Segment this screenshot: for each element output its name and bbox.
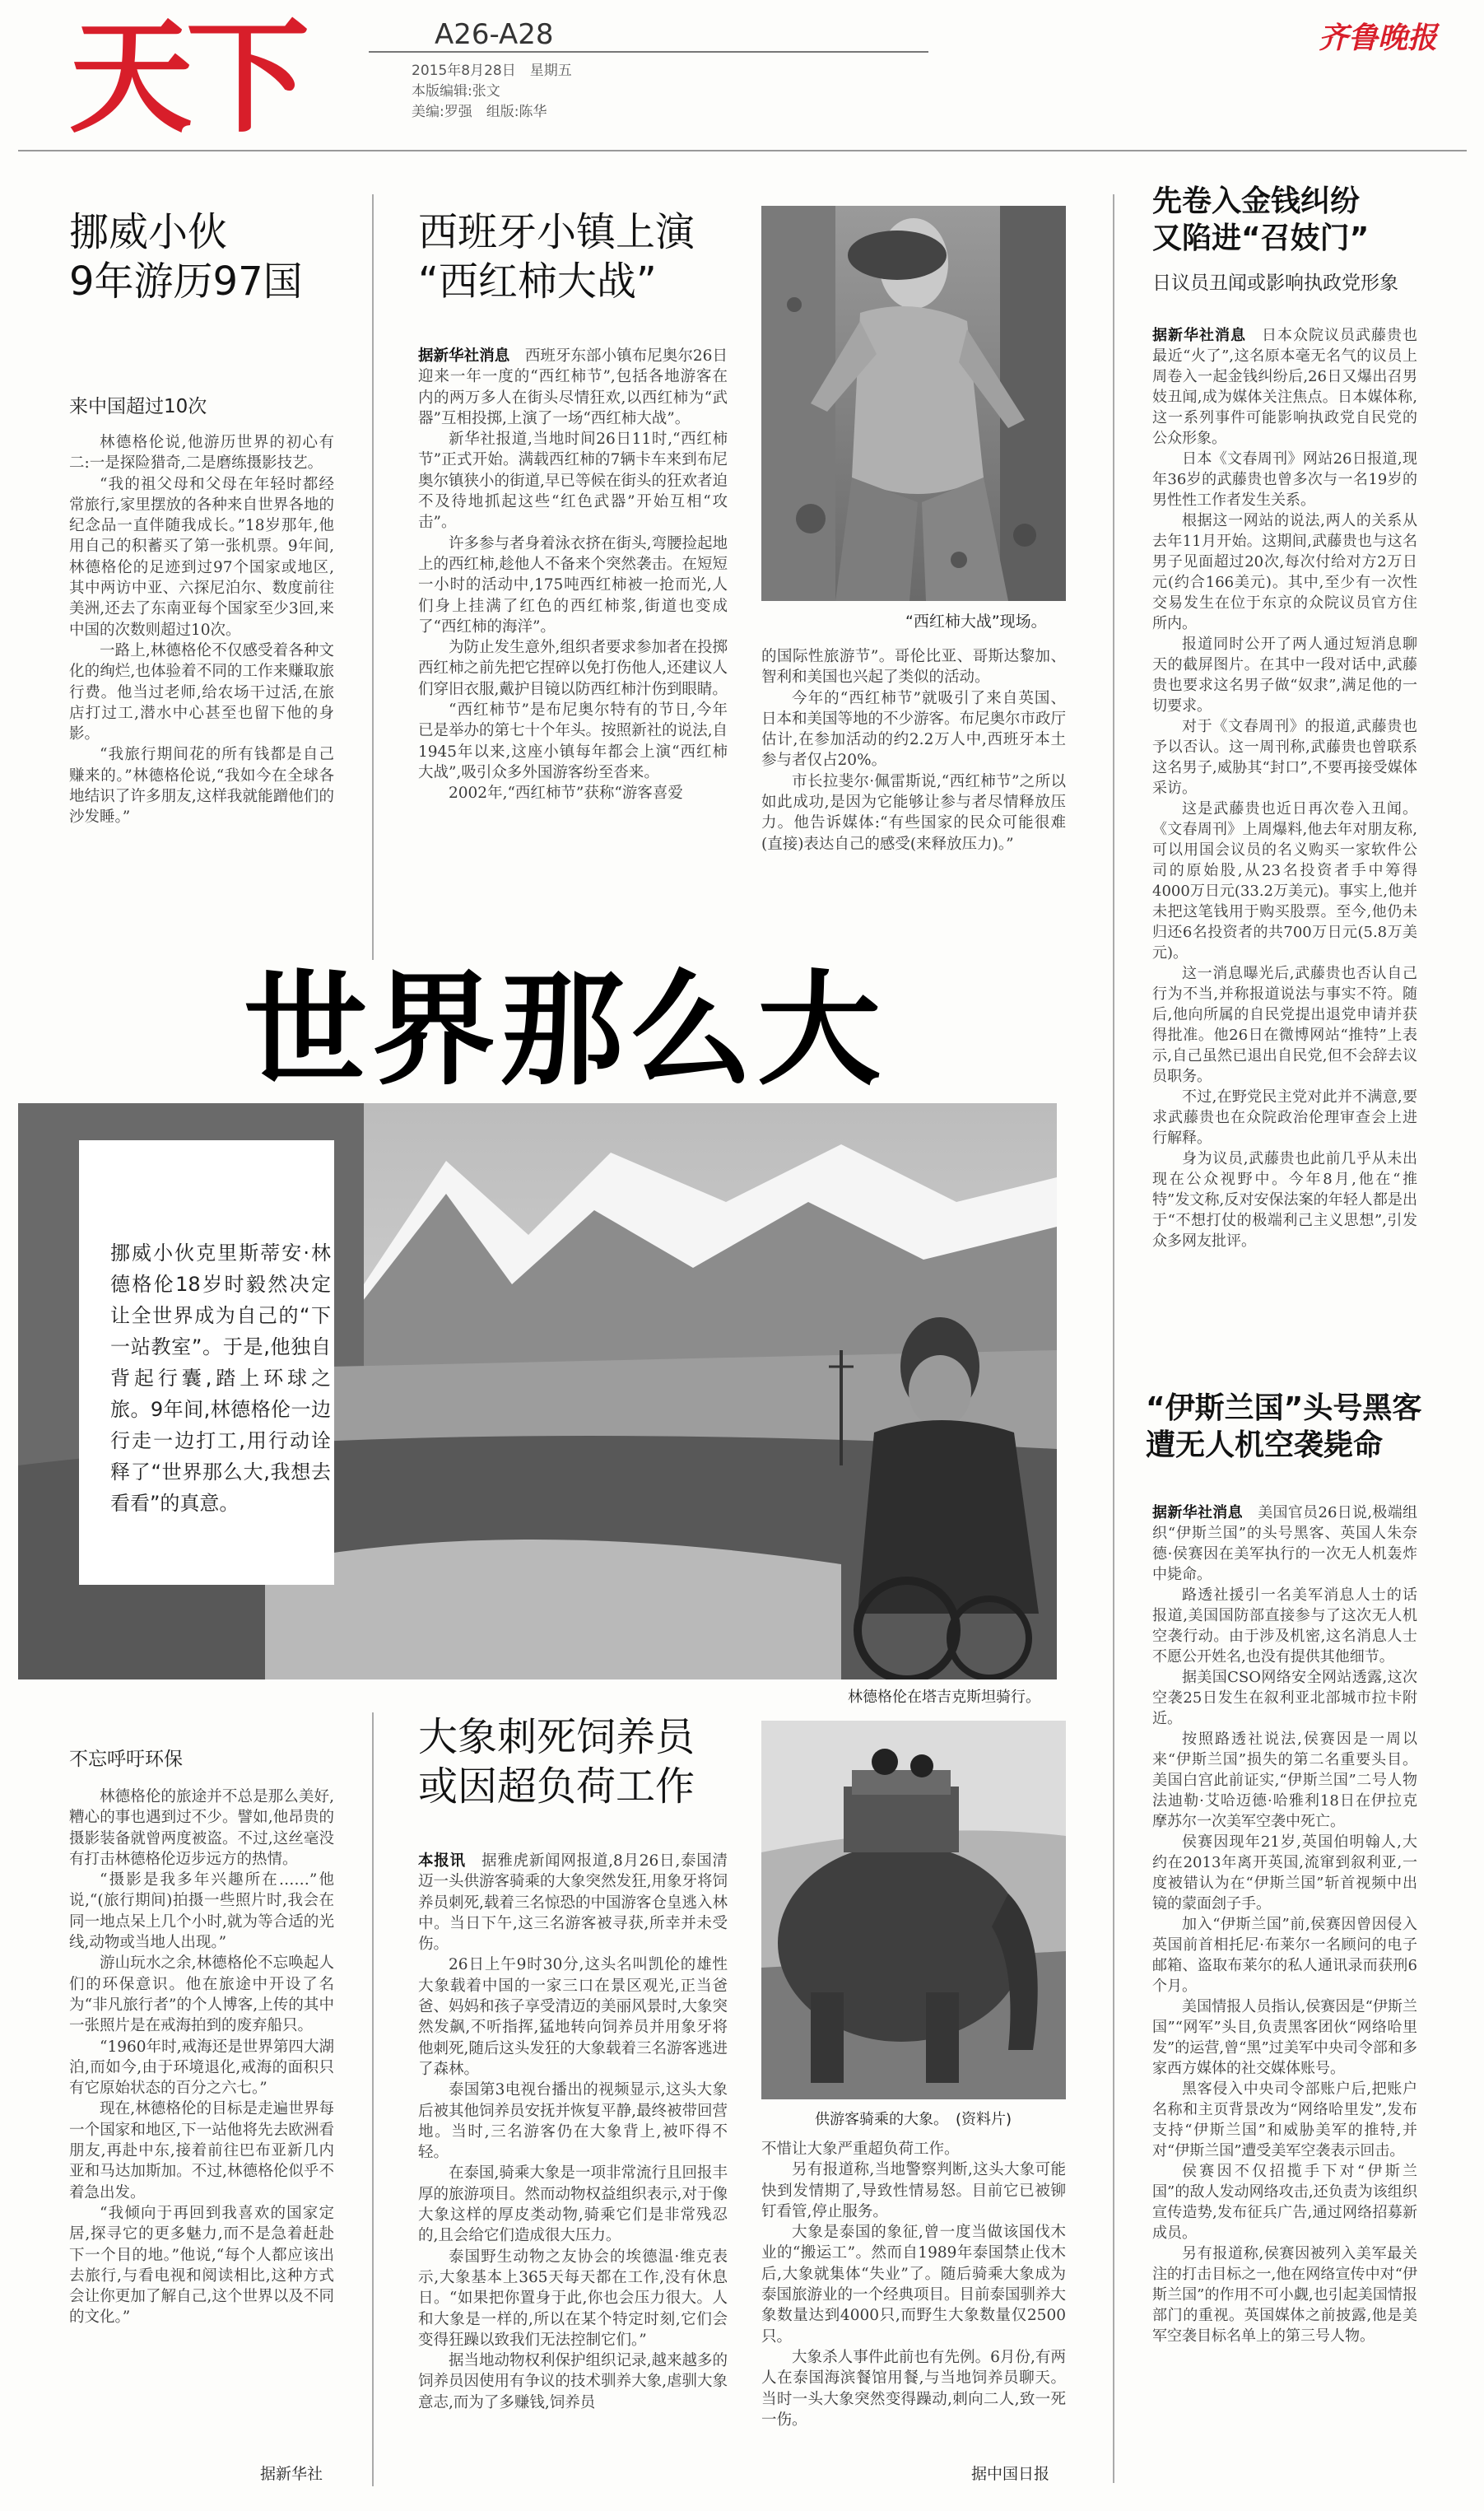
- paragraph: 日本《文春周刊》网站26日报道,现年36岁的武藤贵也曾多次与一名19岁的男性性工作者发生关系。: [1152, 450, 1417, 509]
- tomato-fight-photo: [761, 206, 1066, 601]
- norway-headline: [69, 207, 365, 306]
- japan-subhead: 日议员丑闻或影响执政党形象: [1152, 273, 1398, 294]
- tomato-headline: [418, 207, 747, 306]
- paragraph: 泰国野生动物之友协会的埃德温·维克表示,大象基本上365天每天都在工作,没有休息日。“如果把你置身于此,你也会压力很大。人和大象是一样的,所以在某个特定时刻,它们会变得狂躁以致我们无法控制它们。”: [418, 2248, 728, 2349]
- header-rule: [18, 150, 1467, 151]
- paragraph: 泰国第3电视台播出的视频显示,这头大象后被其他饲养员安抚并恢复平静,最终被带回营地。当时,三名游客仍在大象背上,被吓得不轻。: [418, 2081, 728, 2162]
- paragraph: 大象是泰国的象征,曾一度当做该国伐木业的“搬运工”。然而自1989年泰国禁止伐木后,大象就集体“失业”了。随后骑乘大象成为泰国旅游业的一个经典项目。目前泰国驯养大象数量达到4000只,而野生大象数量仅2500只。: [761, 2224, 1066, 2346]
- isis-headline: [1146, 1390, 1467, 1464]
- date-line: 2015年8月28日 星期五: [412, 63, 572, 79]
- lead-paragraph: [418, 1851, 728, 1954]
- paragraph: 新华社报道,当地时间26日11时,“西红柿节”正式开始。满载西红柿的7辆卡车来到布尼奥尔镇狭小的街道,早已等候在街头的狂欢者迫不及待地抓起这些“红色武器”开始互相“攻击”。: [418, 431, 728, 532]
- paragraph: 身为议员,武藤贵也此前几乎从未出现在公众视野中。今年8月,他在“推特”发文称,反对安保法案的年轻人都是出于“不想打仗的极端利己主义思想”,引发众多网友批评。: [1152, 1150, 1417, 1250]
- tomato-headline-line1: 西班牙小镇上演: [418, 209, 695, 255]
- paragraph: 游山玩水之余,林德格伦不忘唤起人们的环保意识。他在旅途中开设了名为“非凡旅行者”的个人博客,上传的其中一张照片是在戒海拍到的废弃船只。: [69, 1954, 334, 2035]
- cyclist-photo-caption: 林德格伦在塔吉克斯坦骑行。: [848, 1689, 1040, 1706]
- paragraph: “1960年时,戒海还是世界第四大湖泊,而如今,由于环境退化,戒海的面积只有它原始状态的百分之六七。”: [69, 2038, 334, 2098]
- byline: 据新华社消息: [418, 347, 510, 365]
- tomato-photo-caption: “西红柿大战”现场。: [905, 613, 1047, 631]
- paragraph: 不过,在野党民主党对此并不满意,要求武藤贵也在众院政治伦理审查会上进行解释。: [1152, 1088, 1417, 1147]
- elephant-body-col1: [418, 1851, 728, 2493]
- norway-body-part2: [69, 1787, 334, 2453]
- lead-paragraph: [1152, 1502, 1417, 1585]
- paragraph: 现在,林德格伦的目标是走遍世界每一个国家和地区,下一站他将先去欧洲看朋友,再赴中东,接着前往巴布亚新几内亚和马达加斯加。不过,林德格伦似乎不着急出发。: [69, 2100, 334, 2201]
- paragraph: 根据这一网站的说法,两人的关系从去年11月开始。这期间,武藤贵也与这名男子见面超过20次,每次付给对方2万日元(约合166美元)。其中,至少有一次性交易发生在位于东京的众院议员官方住所内。: [1152, 512, 1417, 632]
- paragraph: 大象杀人事件此前也有先例。6月份,有两人在泰国海滨餐馆用餐,与当地饲养员聊天。当时一头大象突然变得躁动,刺向二人,致一死一伤。: [761, 2348, 1066, 2429]
- column-divider: [372, 194, 374, 960]
- elephant-headline: [418, 1712, 747, 1811]
- paragraph: “西红柿节”是布尼奥尔特有的节日,今年已是举办的第七十个年头。按照新社的说法,自1945年以来,这座小镇每年都会上演“西红柿大战”,吸引众多外国游客纷至沓来。: [418, 701, 728, 781]
- paragraph: 另有报道称,侯赛因被列入美军最关注的打击目标之一,他在网络宣传中对“伊斯兰国”的作用不可小觑,也引起美国情报部门的重视。英国媒体之前披露,他是美军空袭目标名单上的第三号人物。: [1152, 2245, 1417, 2345]
- tomato-body-col2: [761, 646, 1066, 910]
- masthead-title: 天下: [69, 7, 304, 150]
- paragraph: 据美国CSO网络安全网站透露,这次空袭25日发生在叙利亚北部城市拉卡附近。: [1152, 1669, 1417, 1727]
- japan-headline-line2: 又陷进“召妓门”: [1152, 221, 1370, 255]
- isis-headline-line1: “伊斯兰国”头号黑客: [1146, 1391, 1422, 1425]
- feature-intro-box: [79, 1140, 334, 1585]
- lead-paragraph: [1152, 325, 1417, 449]
- tomato-photo-illustration: [761, 206, 1066, 601]
- paragraph: 据当地动物权利保护组织记录,越来越多的饲养员因使用有争议的技术驯养大象,虐驯大象意志,而为了多赚钱,饲养员: [418, 2352, 728, 2411]
- japan-headline-line1: 先卷入金钱纠纷: [1152, 184, 1361, 218]
- paragraph: 这是武藤贵也近日再次卷入丑闻。《文春周刊》上周爆料,他去年对朋友称,可以用国会议员的名义购买一家软件公司的原始股,从23名投资者手中筹得4000万日元(33.2万美元)。事实上,他并未把这笔钱用于购买股票。至今,他仍未归还6名投资者的共700万日元(5.8万美元)。: [1152, 800, 1417, 962]
- paragraph: 侯赛因不仅招揽手下对“伊斯兰国”的敌人发动网络攻击,还负责为该组织宣传造势,发布征兵广告,通过网络招募新成员。: [1152, 2163, 1417, 2242]
- paragraph: “我旅行期间花的所有钱都是自己赚来的。”林德格伦说,“我如今在全球各地结识了许多朋友,这样我就能蹭他们的沙发睡。”: [69, 746, 334, 827]
- elephant-headline-line1: 大象刺死饲养员: [418, 1714, 695, 1760]
- newspaper-brand: 齐鲁晚报: [1319, 21, 1438, 55]
- elephant-photo: [761, 1721, 1066, 2099]
- paragraph: “我倾向于再回到我喜欢的国家定居,探寻它的更多魅力,而不是急着赶赴下一个目的地。”他说,“每个人都应该出去旅行,与看电视和阅读相比,这种方式会让你更加了解自己,这个世界以及不同的文化。”: [69, 2204, 334, 2327]
- paragraph: 的国际性旅游节”。哥伦比亚、哥斯达黎加、智利和美国也兴起了类似的活动。: [761, 648, 1066, 687]
- paragraph: 不惜让大象严重超负荷工作。: [761, 2141, 960, 2158]
- isis-headline-line2: 遭无人机空袭毙命: [1146, 1428, 1384, 1462]
- paragraph: 另有报道称,当地警察判断,这头大象可能快到发情期了,导致性情易怒。目前它已被铆钉看管,停止服务。: [761, 2161, 1066, 2220]
- paragraph: 黑客侵入中央司令部账户后,把账户名称和主页背景改为“网络哈里发”,发布支持“伊斯兰国”和威胁美军的推特,并对“伊斯兰国”遭受美军空袭表示回击。: [1152, 2080, 1417, 2159]
- elephant-photo-caption: 供游客骑乘的大象。 (资料片): [815, 2111, 1012, 2128]
- japan-headline: [1152, 183, 1465, 257]
- paragraph: 2002年,“西红柿节”获称“游客喜爱: [449, 785, 683, 803]
- paragraph: 林德格伦说,他游历世界的初心有二:一是探险猎奇,二是磨练摄影技艺。: [69, 434, 334, 473]
- lead-text: 日本众院议员武藤贵也最近“火了”,这名原本毫无名气的议员上周卷入一起金钱纠纷后,26日又爆出召男妓丑闻,成为媒体关注焦点。日本媒体称,这一系列事件可能影响执政党自民党的公众形象。: [1152, 327, 1417, 447]
- paragraph: 对于《文春周刊》的报道,武藤贵也予以否认。这一周刊称,武藤贵也曾联系这名男子,威胁其“封口”,不要再接受媒体采访。: [1152, 718, 1417, 797]
- lead-text: 据雅虎新闻网报道,8月26日,泰国清迈一头供游客骑乘的大象突然发狂,用象牙将饲养员刺死,载着三名惊恐的中国游客仓皇逃入林中。当日下午,这三名游客被寻获,所幸并未受伤。: [418, 1852, 728, 1954]
- norway-source: 据新华社: [260, 2465, 323, 2483]
- paragraph: 侯赛因现年21岁,英国伯明翰人,大约在2013年离开英国,流窜到叙利亚,一度被错认为在“伊斯兰国”斩首视频中出镜的蒙面刽子手。: [1152, 1833, 1417, 1912]
- paragraph: 林德格伦的旅途并不总是那么美好,糟心的事也遇到过不少。譬如,他昂贵的摄影装备就曾两度被盗。不过,这丝毫没有打击林德格伦迈步远方的热情。: [69, 1788, 334, 1868]
- elephant-body-col2: [761, 2139, 1066, 2460]
- tomato-body-col1: [418, 346, 728, 914]
- norway-subhead-1: 来中国超过10次: [69, 396, 207, 417]
- feature-banner-title: 世界那么大: [244, 959, 886, 1102]
- byline: 本报讯: [418, 1852, 466, 1870]
- paragraph: 今年的“西红柿节”就吸引了来自英国、日本和美国等地的不少游客。布尼奥尔市政厅估计,在参加活动的约2.2万人中,西班牙本土参与者仅占20%。: [761, 689, 1066, 770]
- paragraph: 美国情报人员指认,侯赛因是“伊斯兰国”“网军”头目,负责黑客团伙“网络哈里发”的运营,曾“黑”过美军中央司令部和多家西方媒体的社交媒体账号。: [1152, 1998, 1417, 2077]
- byline: 据新华社消息: [1152, 1504, 1243, 1521]
- header-underline: [369, 51, 928, 53]
- editor-line: 本版编辑:张文: [412, 83, 500, 100]
- norway-headline-line1: 挪威小伙: [69, 209, 228, 255]
- elephant-photo-illustration: [761, 1721, 1066, 2099]
- elephant-headline-line2: 或因超负荷工作: [418, 1763, 695, 1810]
- norway-body-part1: [69, 432, 334, 893]
- feature-intro-text: 挪威小伙克里斯蒂安·林德格伦18岁时毅然决定让全世界成为自己的“下一站教室”。于是,他独自背起行囊,踏上环球之旅。9年间,林德格伦一边行走一边打工,用行动诠释了“世界那么大,我想去看看”的真意。: [110, 1242, 331, 1515]
- paragraph: 按照路透社说法,侯赛因是一周以来“伊斯兰国”损失的第二名重要头目。美国白宫此前证实,“伊斯兰国”二号人物法迪勒·艾哈迈德·哈雅利18日在伊拉克摩苏尔一次美军空袭中死亡。: [1152, 1731, 1417, 1830]
- paragraph: 26日上午9时30分,这头名叫凯伦的雄性大象载着中国的一家三口在景区观光,正当爸爸、妈妈和孩子享受清迈的美丽风景时,大象突然发飙,不听指挥,猛地转向饲养员并用象牙将他刺死,随后这头发狂的大象载着三名游客逃进了森林。: [418, 1956, 728, 2078]
- lead-text: 美国官员26日说,极端组织“伊斯兰国”的头号黑客、英国人朱奈德·侯赛因在美军执行的一次无人机轰炸中毙命。: [1152, 1504, 1417, 1583]
- page-code: A26-A28: [435, 18, 554, 51]
- paragraph: 在泰国,骑乘大象是一项非常流行且回报丰厚的旅游项目。然而动物权益组织表示,对于像大象这样的厚皮类动物,骑乘它们是非常残忍的,且会给它们造成很大压力。: [418, 2164, 728, 2245]
- paragraph: “我的祖父母和父母在年轻时都经常旅行,家里摆放的各种来自世界各地的纪念品一直伴随我成长。”18岁那年,他用自己的积蓄买了第一张机票。9年间,林德格伦的足迹到过97个国家或地区,其中两访中亚、六探尼泊尔、数度前往美洲,还去了东南亚每个国家至少3回,来中国的次数则超过10次。: [69, 475, 334, 639]
- paragraph: 市长拉斐尔·佩雷斯说,“西红柿节”之所以如此成功,是因为它能够让参与者尽情释放压力。他告诉媒体:“有些国家的民众可能很难(直接)表达自己的感受(来释放压力)。”: [761, 772, 1066, 853]
- paragraph: 加入“伊斯兰国”前,侯赛因曾因侵入英国前首相托尼·布莱尔一名顾问的电子邮箱、盗取布莱尔的私人通讯录而获刑6个月。: [1152, 1916, 1417, 1995]
- tomato-headline-line2: “西红柿大战”: [418, 259, 657, 305]
- paragraph: 为防止发生意外,组织者要求参加者在投掷西红柿之前先把它捏碎以免打伤他人,还建议人们穿旧衣服,戴护目镜以防西红柿汁伤到眼睛。: [418, 639, 728, 698]
- norway-headline-line2: 9年游历97国: [69, 259, 303, 305]
- paragraph: 许多参与者身着泳衣挤在街头,弯腰捡起地上的西红柿,趁他人不备来个突然袭击。在短短一小时的活动中,175吨西红柿被一抢而光,人们身上挂满了红色的西红柿浆,街道也变成了“西红柿的海洋”。: [418, 534, 728, 636]
- paragraph: 报道同时公开了两人通过短消息聊天的截屏图片。在其中一段对话中,武藤贵也要求这名男子做“奴隶”,满足他的一切要求。: [1152, 636, 1417, 715]
- elephant-source: 据中国日报: [971, 2465, 1050, 2483]
- byline: 据新华社消息: [1152, 327, 1246, 344]
- header-meta: [412, 61, 572, 123]
- norway-subhead-2: 不忘呼吁环保: [69, 1749, 183, 1770]
- isis-body: [1152, 1502, 1417, 2490]
- design-line: 美编:罗强 组版:陈华: [412, 104, 547, 120]
- column-divider: [372, 1712, 374, 2486]
- column-divider: [1113, 194, 1114, 2483]
- paragraph: “摄影是我多年兴趣所在……”他说,“(旅行期间)拍摄一些照片时,我会在同一地点呆上几个小时,就为等合适的光线,动物或当地人出现。”: [69, 1871, 334, 1952]
- paragraph: 这一消息曝光后,武藤贵也否认自己行为不当,并称报道说法与事实不符。随后,他向所属的自民党提出退党申请并获得批准。他26日在微博网站“推特”上表示,自己虽然已退出自民党,但不会辞去议员职务。: [1152, 965, 1417, 1085]
- lead-text: 西班牙东部小镇布尼奥尔26日迎来一年一度的“西红柿节”,包括各地游客在内的两万多人在街头尽情狂欢,以西红柿为“武器”互相投掷,上演了一场“西红柿大战”。: [418, 347, 728, 427]
- paragraph: 路透社援引一名美军消息人士的话报道,美国国防部直接参与了这次无人机空袭行动。由于涉及机密,这名消息人士不愿公开姓名,也没有提供其他细节。: [1152, 1586, 1417, 1665]
- paragraph: 一路上,林德格伦不仅感受着各种文化的绚烂,也体验着不同的工作来赚取旅行费。他当过老师,给农场干过活,在旅店打过工,潜水中心甚至也留下他的身影。: [69, 641, 334, 743]
- japan-body: [1152, 325, 1417, 1354]
- lead-paragraph: [418, 346, 728, 429]
